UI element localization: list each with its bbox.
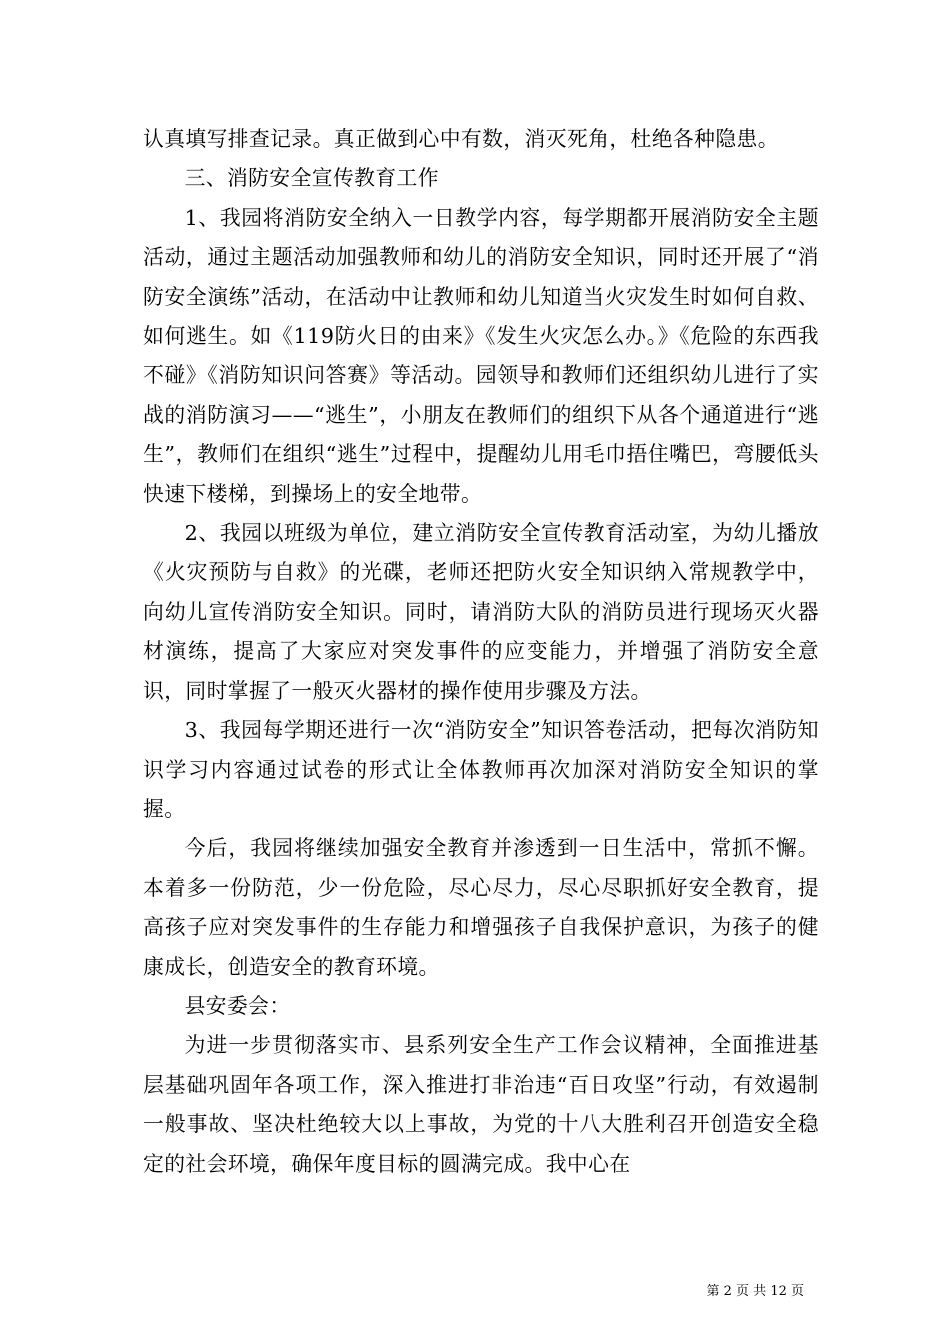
paragraph-item-2: 2、我园以班级为单位，建立消防安全宣传教育活动室，为幼儿播放《火灾预防与自救》的光碟，老师还把防火安全知识纳入常规教学中，向幼儿宣传消防安全知识。同时，请消防大队的消防员进行现场灭火器材演练，提高了大家应对突发事件的应变能力，并增强了消防安全意识，同时掌握了一般灭火器材的操作使用步骤及方法。 <box>143 521 819 703</box>
paragraph-continuation: 认真填写排查记录。真正做到心中有数，消灭死角，杜绝各种隐患。 <box>143 127 779 151</box>
page-number-footer: 第 2 页 共 12 页 <box>706 1284 804 1299</box>
paragraph-item-1: 1、我园将消防安全纳入一日教学内容，每学期都开展消防安全主题活动，通过主题活动加强教师和幼儿的消防安全知识，同时还开展了“消防安全演练”活动，在活动中让教师和幼儿知道当火灾发生时如何自救、如何逃生。如《119防火日的由来》《发生火灾怎么办。》《危险的东西我不碰》《消防知识问答赛》等活动。园领导和教师们还组织幼儿进行了实战的消防演习——“逃生”，小朋友在教师们的组织下从各个通道进行“逃生”，教师们在组织“逃生”过程中，提醒幼儿用毛巾捂住嘴巴，弯腰低头快速下楼梯，到操场上的安全地带。 <box>143 205 819 506</box>
paragraph-letter-body: 为进一步贯彻落实市、县系列安全生产工作会议精神，全面推进基层基础巩固年各项工作，深入推进打非治违“百日攻坚”行动，有效遏制一般事故、坚决杜绝较大以上事故，为党的十八大胜利召开创造安全稳定的社会环境，确保年度目标的圆满完成。我中心在 <box>143 1033 819 1176</box>
section-heading: 三、消防安全宣传教育工作 <box>184 166 439 191</box>
paragraph-item-3: 3、我园每学期还进行一次“消防安全”知识答卷活动，把每次消防知识学习内容通过试卷的形式让全体教师再次加深对消防安全知识的掌握。 <box>143 718 819 821</box>
letter-salutation: 县安委会： <box>184 993 291 1018</box>
paragraph-conclusion: 今后，我园将继续加强安全教育并渗透到一日生活中，常抓不懈。本着多一份防范，少一份危险，尽心尽力，尽心尽职抓好安全教育，提高孩子应对突发事件的生存能力和增强孩子自我保护意识，为孩子的健康成长，创造安全的教育环境。 <box>143 836 819 979</box>
document-body <box>143 120 819 1184</box>
